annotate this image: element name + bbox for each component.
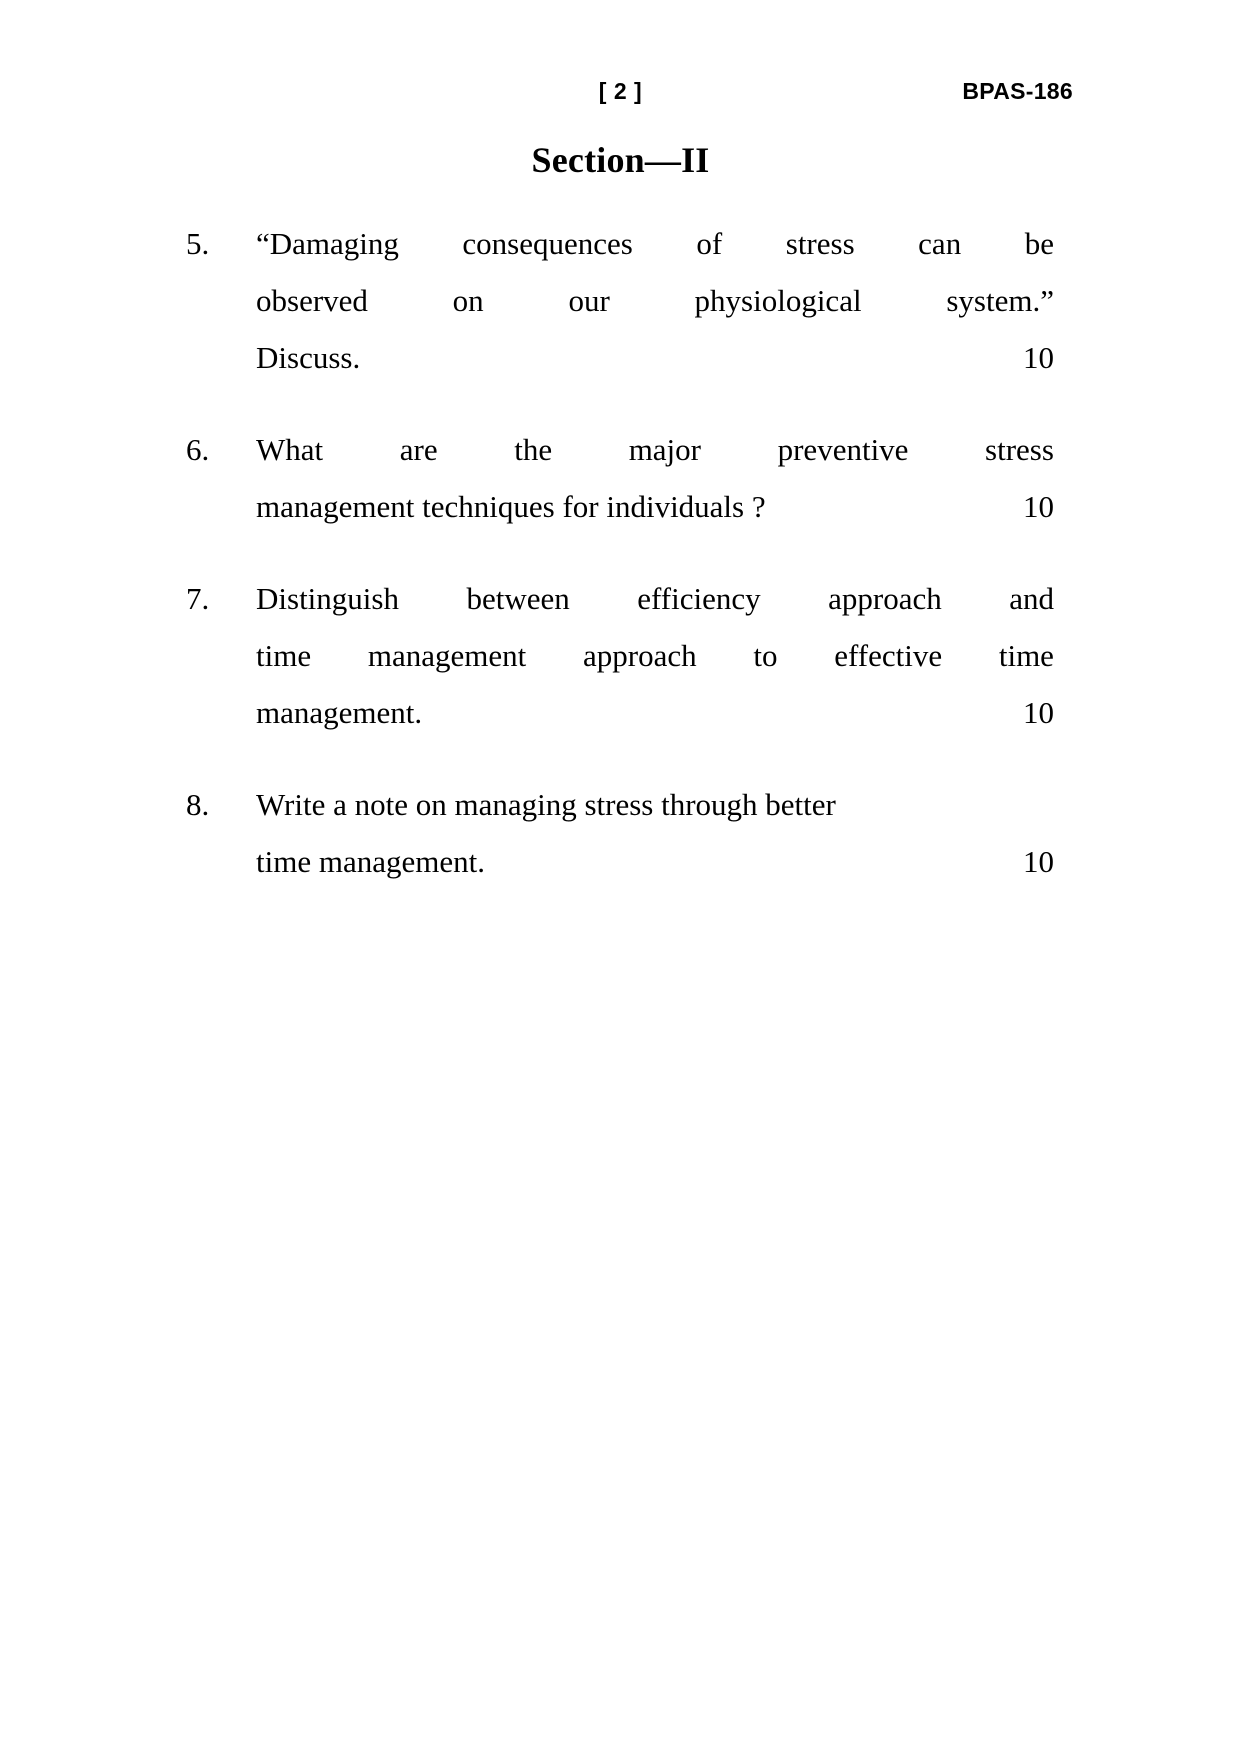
question-body: [256, 776, 1054, 890]
word: time: [256, 638, 312, 673]
question-marks: 10: [1023, 695, 1054, 730]
word: the: [514, 432, 553, 467]
question-body: [256, 215, 1054, 386]
word: major: [628, 432, 701, 467]
question-line: Write a note on managing stress through better: [256, 787, 836, 822]
word: efficiency: [637, 581, 761, 616]
question-number: 5.: [186, 226, 210, 261]
question-marks: 10: [1023, 844, 1054, 879]
question-line: [256, 570, 1054, 627]
question-body: [256, 570, 1054, 741]
word: are: [399, 432, 438, 467]
word: observed: [256, 283, 368, 318]
word: stress: [985, 432, 1054, 467]
paper-code: BPAS-186: [962, 78, 1073, 104]
word: What: [256, 432, 324, 467]
question-item: [186, 215, 1054, 386]
question-line: [256, 272, 1054, 329]
line-text: management techniques for individuals ?: [256, 489, 766, 524]
section-heading: Section—II: [531, 140, 710, 180]
word: approach: [583, 638, 697, 673]
question-item: [186, 570, 1054, 741]
word: to: [753, 638, 778, 673]
question-line: [256, 329, 1054, 386]
question-number: 6.: [186, 432, 210, 467]
question-line: [256, 627, 1054, 684]
word: stress: [785, 226, 855, 261]
question-line: [256, 833, 1054, 890]
word: approach: [828, 581, 942, 616]
question-number: 7.: [186, 581, 210, 616]
question-item: [186, 776, 1054, 890]
word: system.”: [946, 283, 1054, 318]
question-line: [256, 421, 1054, 478]
word: our: [568, 283, 610, 318]
word: consequences: [462, 226, 633, 261]
word: Distinguish: [256, 581, 399, 616]
question-number: 8.: [186, 787, 210, 822]
word: of: [696, 226, 723, 261]
word: can: [918, 226, 962, 261]
word: physiological: [694, 283, 862, 318]
question-line: [256, 684, 1054, 741]
word: effective: [834, 638, 943, 673]
question-marks: 10: [1023, 489, 1054, 524]
word: management: [367, 638, 527, 673]
word: be: [1024, 226, 1054, 261]
question-marks: 10: [1023, 340, 1054, 375]
word: preventive: [777, 432, 909, 467]
question-item: [186, 421, 1054, 535]
word: on: [452, 283, 484, 318]
word: “Damaging: [256, 226, 399, 261]
line-text: management.: [256, 695, 423, 730]
question-line: [256, 215, 1054, 272]
word: time: [998, 638, 1054, 673]
question-line: [256, 478, 1054, 535]
page-number: [ 2 ]: [598, 78, 643, 104]
question-body: [256, 421, 1054, 535]
question-list: [186, 215, 1054, 890]
word: and: [1009, 581, 1054, 616]
line-text: Discuss.: [256, 340, 361, 375]
line-text: time management.: [256, 844, 485, 879]
page-running-header: [0, 76, 1241, 110]
word: between: [466, 581, 570, 616]
